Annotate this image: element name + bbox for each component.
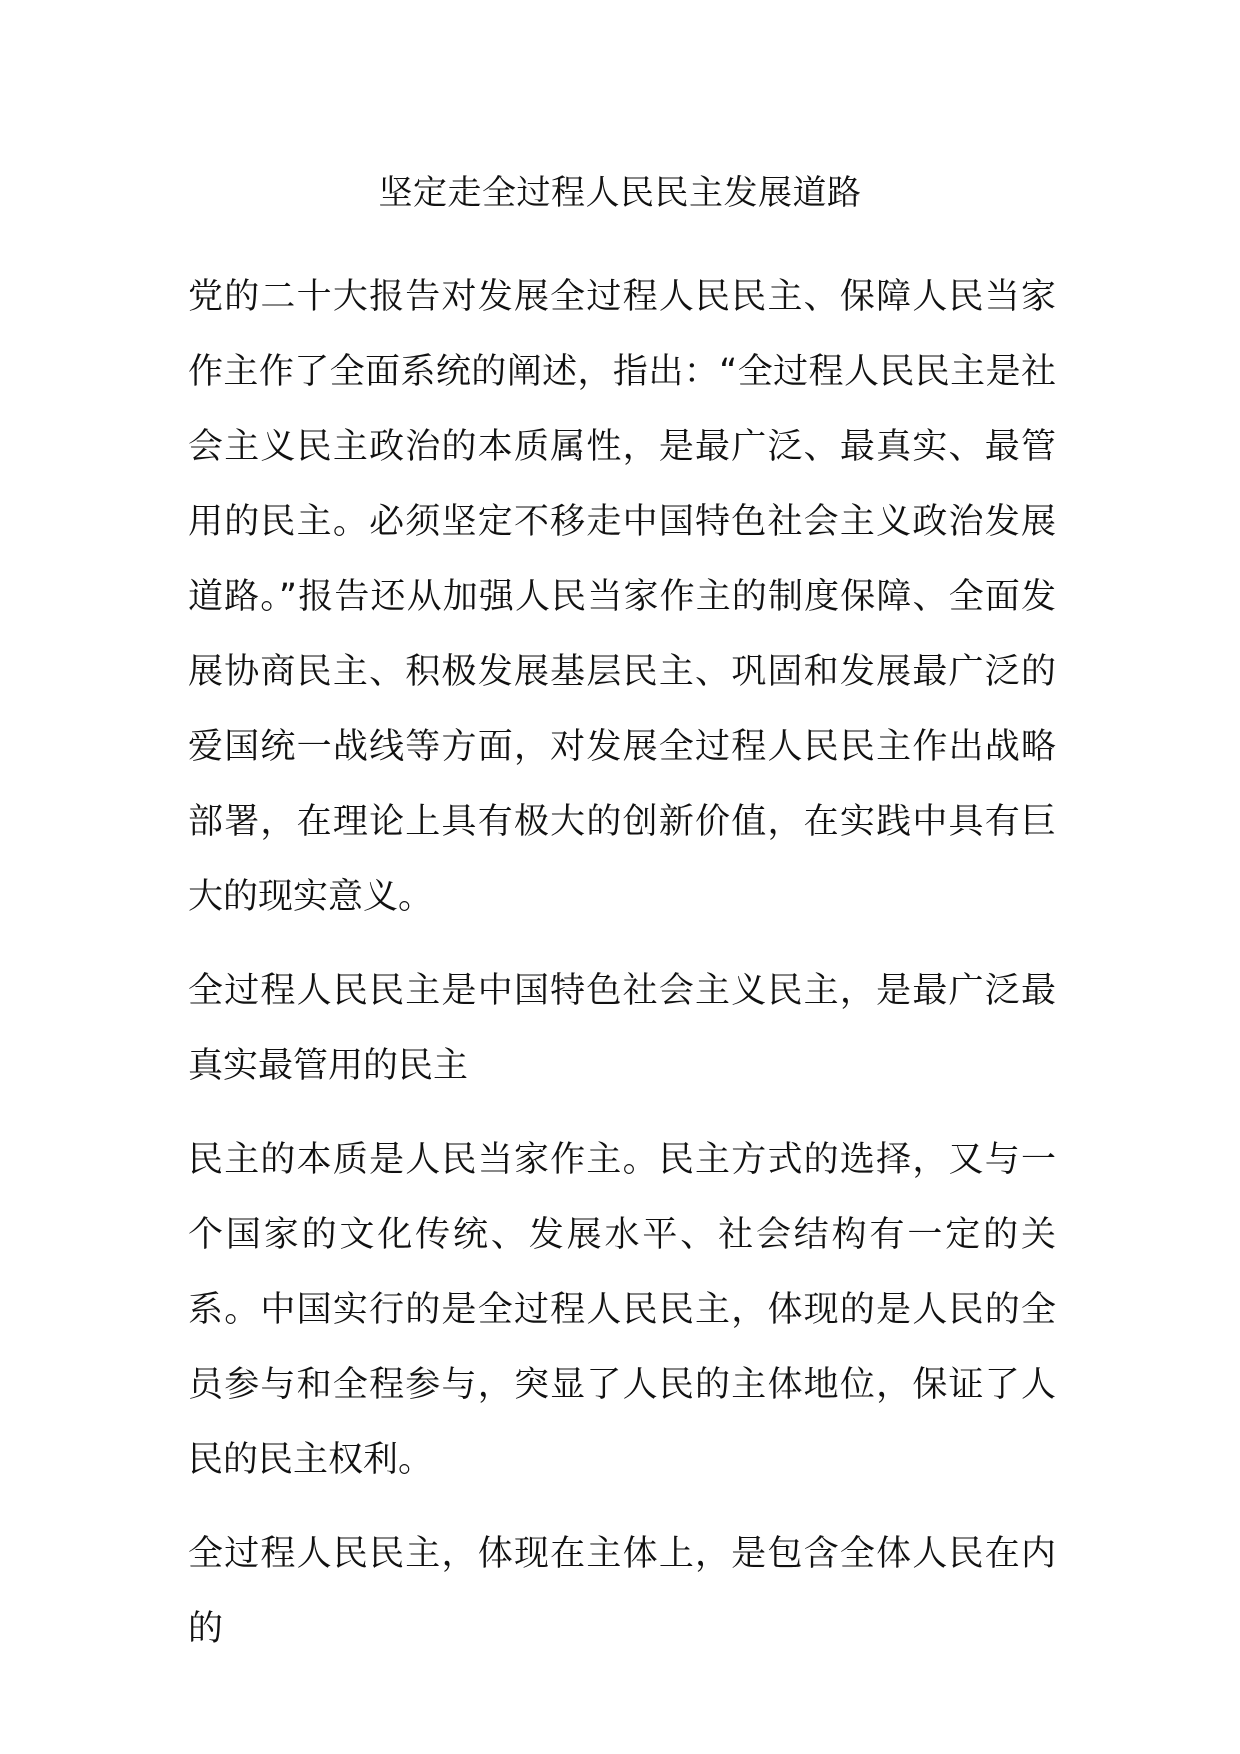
paragraph-4: 全过程人民民主，体现在主体上，是包含全体人民在内的 bbox=[188, 1534, 1056, 1649]
document-body bbox=[188, 260, 1056, 1667]
paragraph-3: 民主的本质是人民当家作主。民主方式的选择，又与一个国家的文化传统、发展水平、社会结构有一定的关系。中国实行的是全过程人民民主，体现的是人民的全员参与和全程参与，突显了人民的主体地位，保证了人民的民主权利。 bbox=[188, 1140, 1056, 1480]
document-title: 坚定走全过程人民民主发展道路 bbox=[378, 173, 862, 213]
paragraph-2-subheading: 全过程人民民主是中国特色社会主义民主，是最广泛最真实最管用的民主 bbox=[188, 971, 1056, 1086]
paragraph-1: 党的二十大报告对发展全过程人民民主、保障人民当家作主作了全面系统的阐述，指出：“全过程人民民主是社会主义民主政治的本质属性，是最广泛、最真实、最管用的民主。必须坚定不移走中国特色社会主义政治发展道路。”报告还从加强人民当家作主的制度保障、全面发展协商民主、积极发展基层民主、巩固和发展最广泛的爱国统一战线等方面，对发展全过程人民民主作出战略部署，在理论上具有极大的创新价值，在实践中具有巨大的现实意义。 bbox=[188, 277, 1056, 917]
